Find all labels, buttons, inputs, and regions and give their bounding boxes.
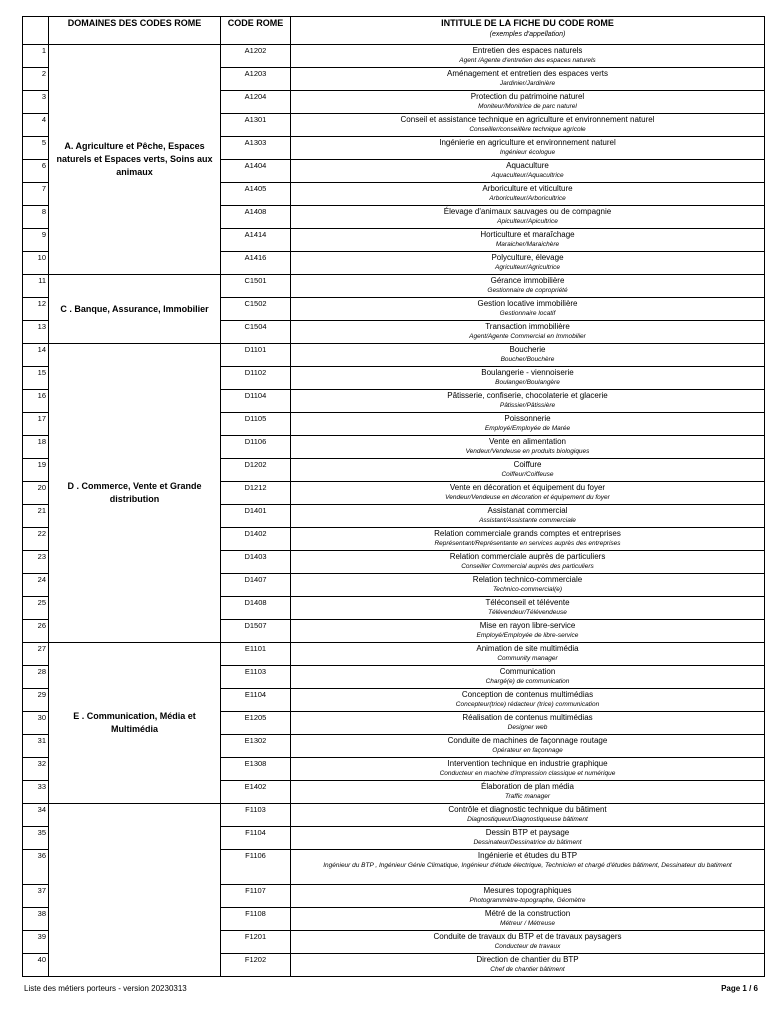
job-appellation: Conseiller Commercial auprès des particuliers: [461, 563, 594, 570]
job-title-cell: [291, 68, 765, 91]
rome-code: C1502: [221, 298, 291, 321]
job-title: Communication: [499, 667, 556, 676]
row-number: 29: [23, 689, 49, 712]
job-appellation: Représentant/Représentante en services auprès des entreprises: [434, 540, 621, 547]
job-appellation: Assistant/Assistante commerciale: [479, 517, 576, 524]
row-number: 22: [23, 528, 49, 551]
rome-code: E1302: [221, 735, 291, 758]
job-title: Boulangerie - viennoiserie: [481, 368, 574, 377]
job-title: Vente en alimentation: [489, 437, 566, 446]
job-title-cell: [291, 229, 765, 252]
rome-code: A1416: [221, 252, 291, 275]
job-appellation: Agent/Agente Commercial en Immobilier: [469, 333, 586, 340]
job-title: Direction de chantier du BTP: [476, 955, 579, 964]
job-title-cell: [291, 482, 765, 505]
job-appellation: Employé/Employée de libre-service: [476, 632, 579, 639]
job-title-cell: [291, 597, 765, 620]
table-row: [23, 804, 765, 827]
job-appellation: Designer web: [507, 724, 548, 731]
footer-page-number: Page 1 / 6: [721, 984, 758, 993]
job-title: Métré de la construction: [484, 909, 571, 918]
job-title-cell: [291, 436, 765, 459]
job-title-cell: [291, 885, 765, 908]
row-number: 4: [23, 114, 49, 137]
job-appellation: Opérateur en façonnage: [492, 747, 563, 754]
row-number: 13: [23, 321, 49, 344]
rome-code: E1104: [221, 689, 291, 712]
job-title-cell: [291, 321, 765, 344]
rome-code: C1504: [221, 321, 291, 344]
job-title: Relation technico-commerciale: [472, 575, 583, 584]
job-title: Vente en décoration et équipement du foyer: [449, 483, 606, 492]
job-title: Conseil et assistance technique en agriculture et environnement naturel: [400, 115, 655, 124]
table-body: [23, 45, 765, 977]
job-title-cell: [291, 781, 765, 804]
job-title: Ingénierie en agriculture et environnement naturel: [439, 138, 616, 147]
job-appellation: Coiffeur/Coiffeuse: [501, 471, 554, 478]
rome-code: D1402: [221, 528, 291, 551]
row-number: 7: [23, 183, 49, 206]
job-title: Arboriculture et viticulture: [482, 184, 573, 193]
job-title: Élaboration de plan média: [481, 782, 574, 791]
domain-column-header: DOMAINES DES CODES ROME: [49, 17, 221, 45]
job-title: Aquaculture: [506, 161, 549, 170]
job-appellation: Agent /Agente d'entretien des espaces naturels: [459, 57, 596, 64]
job-title: Relation commerciale auprès de particuliers: [449, 552, 606, 561]
rome-code: A1204: [221, 91, 291, 114]
rome-code: D1106: [221, 436, 291, 459]
job-appellation: Arboriculteur/Arboricultrice: [489, 195, 566, 202]
row-number: 32: [23, 758, 49, 781]
row-number: 38: [23, 908, 49, 931]
row-number: 11: [23, 275, 49, 298]
job-title-cell: [291, 850, 765, 885]
row-number: 6: [23, 160, 49, 183]
rome-code: D1101: [221, 344, 291, 367]
rome-code: A1408: [221, 206, 291, 229]
job-appellation: Agriculteur/Agricultrice: [494, 264, 561, 271]
row-number: 5: [23, 137, 49, 160]
title-header-label: INTITULE DE LA FICHE DU CODE ROME: [441, 18, 614, 28]
rome-code: C1501: [221, 275, 291, 298]
job-title: Contrôle et diagnostic technique du bâtiment: [448, 805, 607, 814]
job-title: Horticulture et maraîchage: [480, 230, 575, 239]
rome-code: E1205: [221, 712, 291, 735]
job-title-cell: [291, 344, 765, 367]
rome-code: F1108: [221, 908, 291, 931]
job-appellation: Photogrammètre-topographe, Géomètre: [469, 897, 586, 904]
row-number: 40: [23, 954, 49, 977]
job-title: Transaction immobilière: [485, 322, 570, 331]
domain-cell: E . Communication, Média et Multimédia: [49, 643, 221, 804]
job-appellation: Chef de chantier bâtiment: [490, 966, 565, 973]
job-title-cell: [291, 643, 765, 666]
rome-code: F1202: [221, 954, 291, 977]
job-appellation: Ingénieur écologue: [499, 149, 556, 156]
job-title: Relation commerciale grands comptes et entreprises: [434, 529, 621, 538]
job-title-cell: [291, 390, 765, 413]
job-title-cell: [291, 666, 765, 689]
rome-code: D1105: [221, 413, 291, 436]
job-appellation: Métreur / Métreuse: [500, 920, 555, 927]
job-title: Coiffure: [513, 460, 542, 469]
row-number: 15: [23, 367, 49, 390]
job-title-cell: [291, 275, 765, 298]
job-appellation: Chargé(e) de communication: [485, 678, 570, 685]
job-appellation: Conducteur de travaux: [494, 943, 561, 950]
rome-code: E1101: [221, 643, 291, 666]
rome-code: D1403: [221, 551, 291, 574]
title-column-header: [291, 17, 765, 45]
job-appellation: Télévendeur/Télévendeuse: [488, 609, 567, 616]
rome-code: D1102: [221, 367, 291, 390]
job-title-cell: [291, 459, 765, 482]
job-title: Protection du patrimoine naturel: [470, 92, 585, 101]
row-number: 36: [23, 850, 49, 885]
job-appellation: Employé/Employée de Marée: [484, 425, 571, 432]
job-title-cell: [291, 735, 765, 758]
job-appellation: Aquaculteur/Aquacultrice: [491, 172, 564, 179]
job-appellation: Moniteur/Monitrice de parc naturel: [478, 103, 577, 110]
row-number: 14: [23, 344, 49, 367]
job-title: Intervention technique en industrie graphique: [447, 759, 608, 768]
job-appellation: Concepteur(trice) rédacteur (trice) communication: [455, 701, 600, 708]
job-title-cell: [291, 758, 765, 781]
job-appellation: Conseiller/conseillère technique agricole: [469, 126, 586, 133]
domain-cell: D . Commerce, Vente et Grande distribution: [49, 344, 221, 643]
job-appellation: Ingénieur du BTP , Ingénieur Génie Climatique, Ingénieur d'étude électrique, Technicien et chargé d'études bâtiment, Dessinateur du batiment: [323, 862, 732, 869]
footer-version: Liste des métiers porteurs - version 20230313: [24, 984, 187, 993]
row-number: 23: [23, 551, 49, 574]
job-title-cell: [291, 367, 765, 390]
rome-code: D1104: [221, 390, 291, 413]
row-number: 18: [23, 436, 49, 459]
rome-code: F1106: [221, 850, 291, 885]
row-number: 1: [23, 45, 49, 68]
job-appellation: Jardinier/Jardinière: [499, 80, 556, 87]
job-title-cell: [291, 804, 765, 827]
job-appellation: Technico-commercial(e): [492, 586, 563, 593]
rome-codes-table: [22, 16, 765, 977]
row-number: 25: [23, 597, 49, 620]
rome-code: D1507: [221, 620, 291, 643]
job-title: Réalisation de contenus multimédias: [462, 713, 593, 722]
job-title-cell: [291, 206, 765, 229]
rome-code: E1103: [221, 666, 291, 689]
row-number: 21: [23, 505, 49, 528]
job-title: Gestion locative immobilière: [477, 299, 578, 308]
rome-code: A1405: [221, 183, 291, 206]
job-appellation: Gestionnaire locatif: [499, 310, 556, 317]
job-title: Assistanat commercial: [487, 506, 568, 515]
row-number: 30: [23, 712, 49, 735]
job-title-cell: [291, 91, 765, 114]
rome-code: A1404: [221, 160, 291, 183]
job-title: Aménagement et entretien des espaces verts: [447, 69, 608, 78]
table-row: [23, 344, 765, 367]
examples-header-label: (exemples d'appellation): [489, 31, 566, 38]
row-number: 10: [23, 252, 49, 275]
job-title-cell: [291, 954, 765, 977]
job-appellation: Maraicher/Maraichère: [495, 241, 560, 248]
job-title: Dessin BTP et paysage: [485, 828, 570, 837]
row-number-header: [23, 17, 49, 45]
rome-code: D1401: [221, 505, 291, 528]
rome-code: F1104: [221, 827, 291, 850]
job-appellation: Community manager: [497, 655, 558, 662]
job-title: Pâtisserie, confiserie, chocolaterie et glacerie: [447, 391, 608, 400]
table-row: [23, 275, 765, 298]
job-title-cell: [291, 137, 765, 160]
rome-code: D1407: [221, 574, 291, 597]
row-number: 19: [23, 459, 49, 482]
domain-cell: [49, 804, 221, 977]
row-number: 31: [23, 735, 49, 758]
row-number: 26: [23, 620, 49, 643]
job-appellation: Vendeur/Vendeuse en décoration et équipement du foyer: [445, 494, 610, 501]
rome-code: D1212: [221, 482, 291, 505]
rome-code: E1402: [221, 781, 291, 804]
row-number: 27: [23, 643, 49, 666]
job-title: Poissonnerie: [504, 414, 551, 423]
rome-code: F1103: [221, 804, 291, 827]
rome-code: D1202: [221, 459, 291, 482]
job-title-cell: [291, 574, 765, 597]
job-title: Entretien des espaces naturels: [472, 46, 583, 55]
rome-code: A1202: [221, 45, 291, 68]
job-title: Conduite de travaux du BTP et de travaux paysagers: [433, 932, 622, 941]
rome-code: A1203: [221, 68, 291, 91]
job-appellation: Gestionnaire de copropriété: [487, 287, 568, 294]
rome-code: F1201: [221, 931, 291, 954]
row-number: 8: [23, 206, 49, 229]
row-number: 16: [23, 390, 49, 413]
row-number: 35: [23, 827, 49, 850]
job-appellation: Boucher/Bouchère: [500, 356, 555, 363]
job-title: Gérance immobilière: [490, 276, 565, 285]
row-number: 20: [23, 482, 49, 505]
job-title: Téléconseil et télévente: [485, 598, 570, 607]
table-row: [23, 643, 765, 666]
job-title-cell: [291, 252, 765, 275]
domain-cell: C . Banque, Assurance, Immobilier: [49, 275, 221, 344]
job-title: Animation de site multimédia: [476, 644, 579, 653]
job-title-cell: [291, 114, 765, 137]
job-appellation: Pâtissier/Pâtissière: [499, 402, 556, 409]
job-appellation: Diagnostiqueur/Diagnostiqueuse bâtiment: [467, 816, 588, 823]
table-header-row: [23, 17, 765, 45]
job-title-cell: [291, 528, 765, 551]
job-title: Élevage d'animaux sauvages ou de compagnie: [443, 207, 612, 216]
rome-code: F1107: [221, 885, 291, 908]
row-number: 17: [23, 413, 49, 436]
row-number: 33: [23, 781, 49, 804]
row-number: 37: [23, 885, 49, 908]
job-title: Mesures topographiques: [483, 886, 572, 895]
row-number: 28: [23, 666, 49, 689]
job-appellation: Apiculteur/Apicultrice: [497, 218, 558, 225]
rome-code: A1301: [221, 114, 291, 137]
row-number: 2: [23, 68, 49, 91]
rome-code: A1303: [221, 137, 291, 160]
job-title-cell: [291, 712, 765, 735]
job-title-cell: [291, 183, 765, 206]
row-number: 9: [23, 229, 49, 252]
job-title: Boucherie: [509, 345, 546, 354]
job-title-cell: [291, 298, 765, 321]
job-title-cell: [291, 931, 765, 954]
job-title-cell: [291, 827, 765, 850]
job-appellation: Conducteur en machine d'impression classique et numérique: [439, 770, 616, 777]
rome-code: E1308: [221, 758, 291, 781]
job-appellation: Vendeur/Vendeuse en produits biologiques: [465, 448, 590, 455]
job-title-cell: [291, 160, 765, 183]
table-row: [23, 45, 765, 68]
row-number: 39: [23, 931, 49, 954]
domain-cell: A. Agriculture et Pêche, Espaces naturels et Espaces verts, Soins aux animaux: [49, 45, 221, 275]
job-title-cell: [291, 45, 765, 68]
job-title-cell: [291, 551, 765, 574]
job-title: Conception de contenus multimédias: [461, 690, 594, 699]
job-appellation: Traffic manager: [504, 793, 551, 800]
job-title-cell: [291, 689, 765, 712]
job-title: Mise en rayon libre-service: [479, 621, 576, 630]
job-title-cell: [291, 620, 765, 643]
job-title-cell: [291, 413, 765, 436]
job-appellation: Dessinateur/Dessinatrice du bâtiment: [473, 839, 582, 846]
rome-code: A1414: [221, 229, 291, 252]
row-number: 12: [23, 298, 49, 321]
job-title-cell: [291, 505, 765, 528]
row-number: 3: [23, 91, 49, 114]
job-title-cell: [291, 908, 765, 931]
row-number: 24: [23, 574, 49, 597]
row-number: 34: [23, 804, 49, 827]
job-title: Conduite de machines de façonnage routage: [447, 736, 608, 745]
code-column-header: CODE ROME: [221, 17, 291, 45]
job-appellation: Boulanger/Boulangère: [495, 379, 560, 386]
job-title: Ingénierie et études du BTP: [477, 851, 578, 860]
rome-code: D1408: [221, 597, 291, 620]
job-title: Polyculture, élevage: [491, 253, 564, 262]
